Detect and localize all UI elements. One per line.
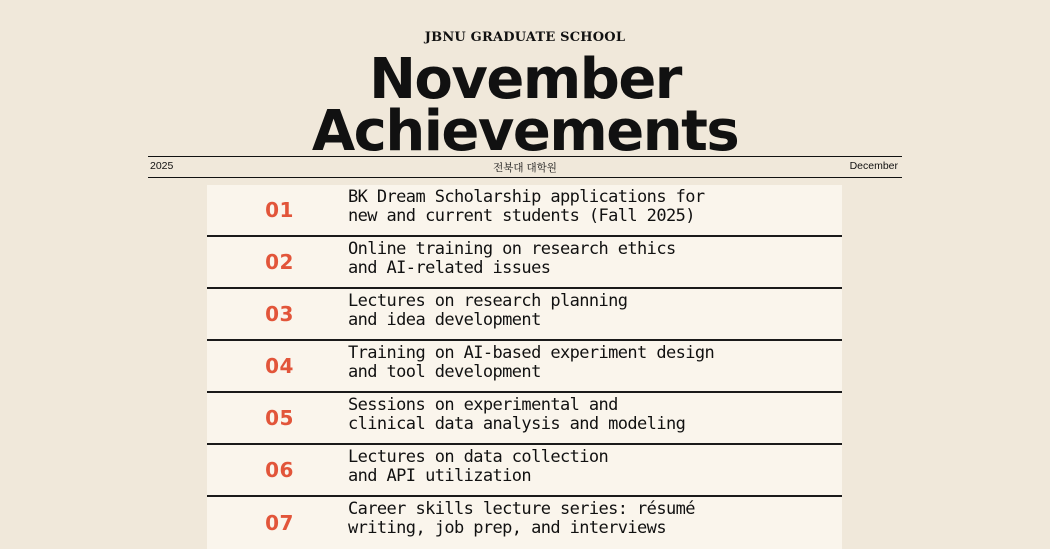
list-item bbox=[207, 445, 842, 497]
item-number: 01 bbox=[265, 198, 294, 222]
item-number: 06 bbox=[265, 458, 294, 482]
meta-university: 전북대 대학원 bbox=[493, 162, 557, 174]
title-line-1: November bbox=[369, 47, 681, 112]
achievement-list bbox=[207, 185, 842, 549]
item-description: Career skills lecture series: résumé writing, job prep, and interviews bbox=[348, 499, 695, 538]
list-item bbox=[207, 497, 842, 549]
item-number: 04 bbox=[265, 354, 294, 378]
list-item bbox=[207, 341, 842, 393]
meta-year: 2025 bbox=[150, 160, 174, 172]
item-description: Online training on research ethics and AI-related issues bbox=[348, 239, 676, 278]
title-line-2: Achievements bbox=[311, 99, 739, 164]
list-item bbox=[207, 289, 842, 341]
list-item bbox=[207, 185, 842, 237]
list-item bbox=[207, 393, 842, 445]
list-item bbox=[207, 237, 842, 289]
item-description: Lectures on research planning and idea development bbox=[348, 291, 628, 330]
item-number: 02 bbox=[265, 250, 294, 274]
page-title bbox=[0, 47, 1050, 164]
item-description: Training on AI-based experiment design and tool development bbox=[348, 343, 715, 382]
school-name: JBNU GRADUATE SCHOOL bbox=[424, 30, 626, 45]
item-number: 07 bbox=[265, 511, 294, 535]
meta-next-month: December bbox=[849, 160, 898, 172]
item-description: BK Dream Scholarship applications for new and current students (Fall 2025) bbox=[348, 187, 705, 226]
meta-bar bbox=[148, 156, 902, 178]
item-description: Lectures on data collection and API utilization bbox=[348, 447, 609, 486]
item-number: 03 bbox=[265, 302, 294, 326]
item-number: 05 bbox=[265, 406, 294, 430]
item-description: Sessions on experimental and clinical data analysis and modeling bbox=[348, 395, 686, 434]
